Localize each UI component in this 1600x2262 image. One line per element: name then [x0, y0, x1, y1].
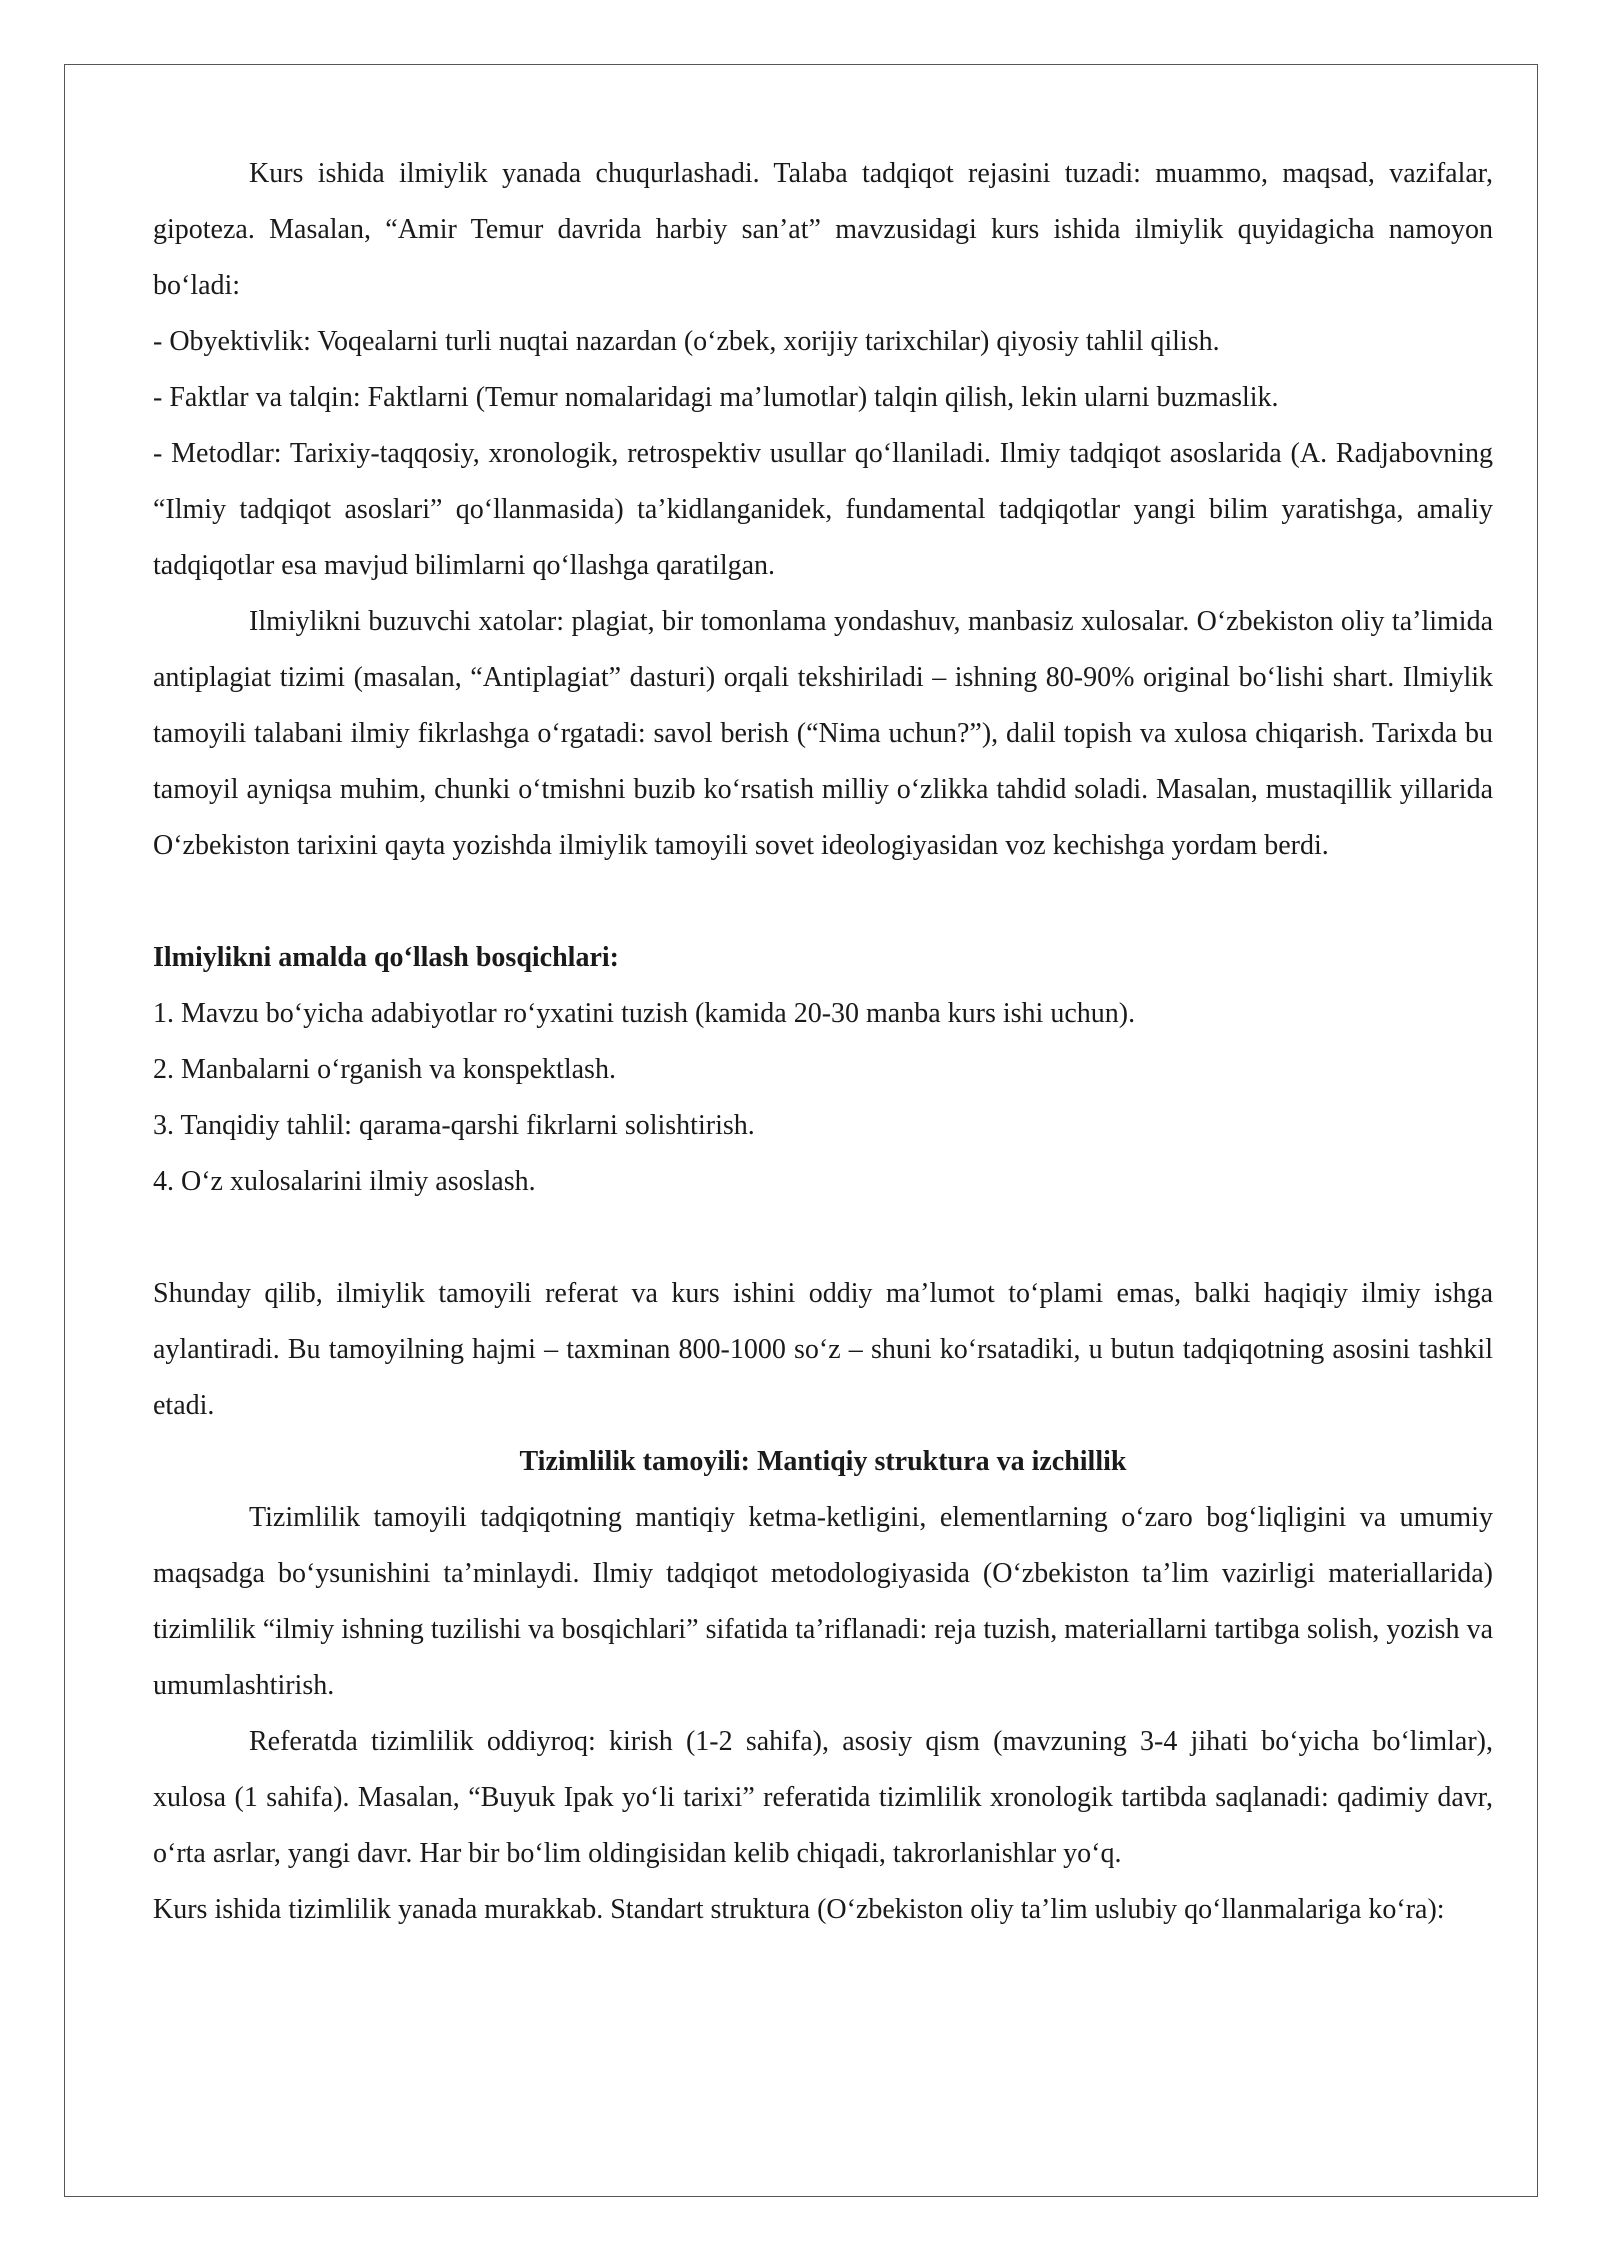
document-body	[153, 146, 1493, 1938]
list-item-objectivity: - Obyektivlik: Voqealarni turli nuqtai nazardan (o‘zbek, xorijiy tarixchilar) qiyosiy tahlil qilish.	[153, 326, 1220, 357]
step-item: 4. O‘z xulosalarini ilmiy asoslash.	[153, 1166, 536, 1197]
spacer	[153, 1210, 1493, 1266]
paragraph-course-structure: Kurs ishida tizimlilik yanada murakkab. Standart struktura (O‘zbekiston oliy ta’lim uslubiy qo‘llanmalariga ko‘ra):	[153, 1894, 1445, 1925]
section-heading: Tizimlilik tamoyili: Mantiqiy struktura va izchillik	[519, 1446, 1127, 1477]
paragraph-referat-structure: Referatda tizimlilik oddiyroq: kirish (1-2 sahifa), asosiy qism (mavzuning 3-4 jihati bo‘yicha bo‘limlar), xulosa (1 sahifa). Masalan, “Buyuk Ipak yo‘li tarixi” referatida tizimlilik xronologik tartibda saqlanadi: qadimiy davr, o‘rta asrlar, yangi davr. Har bir bo‘lim oldingisidan kelib chiqadi, takrorlanishlar yo‘q.	[153, 1726, 1493, 1869]
spacer	[153, 874, 1493, 930]
list-item-facts-interpretation: - Faktlar va talqin: Faktlarni (Temur nomalaridagi ma’lumotlar) talqin qilish, lekin ularni buzmaslik.	[153, 382, 1279, 413]
step-item: 3. Tanqidiy tahlil: qarama-qarshi fikrlarni solishtirish.	[153, 1110, 755, 1141]
steps-heading: Ilmiylikni amalda qo‘llash bosqichlari:	[153, 942, 619, 973]
list-item-methods: - Metodlar: Tarixiy-taqqosiy, xronologik, retrospektiv usullar qo‘llaniladi. Ilmiy tadqiqot asoslarida (A. Radjabovning “Ilmiy tadqiqot asoslari” qo‘llanmasida) ta’kidlanganidek, fundamental tadqiqotlar yangi bilim yaratishga, amaliy tadqiqotlar esa mavjud bilimlarni qo‘llashga qaratilgan.	[153, 438, 1493, 581]
step-item: 2. Manbalarni o‘rganish va konspektlash.	[153, 1054, 616, 1085]
paragraph-course-work-depth: Kurs ishida ilmiylik yanada chuqurlashadi. Talaba tadqiqot rejasini tuzadi: muammo, maqsad, vazifalar, gipoteza. Masalan, “Amir Temur davrida harbiy san’at” mavzusidagi kurs ishida ilmiylik quyidagicha namoyon bo‘ladi:	[153, 158, 1493, 301]
paragraph-systematicity: Tizimlilik tamoyili tadqiqotning mantiqiy ketma-ketligini, elementlarning o‘zaro bog‘liqligini va umumiy maqsadga bo‘ysunishini ta’minlaydi. Ilmiy tadqiqot metodologiyasida (O‘zbekiston ta’lim vazirligi materiallarida) tizimlilik “ilmiy ishning tuzilishi va bosqichlari” sifatida ta’riflanadi: reja tuzish, materiallarni tartibga solish, yozish va umumlashtirish.	[153, 1502, 1493, 1701]
step-item: 1. Mavzu bo‘yicha adabiyotlar ro‘yxatini tuzish (kamida 20-30 manba kurs ishi uchun).	[153, 998, 1136, 1029]
paragraph-errors: Ilmiylikni buzuvchi xatolar: plagiat, bir tomonlama yondashuv, manbasiz xulosalar. O‘zbekiston oliy ta’limida antiplagiat tizimi (masalan, “Antiplagiat” dasturi) orqali tekshiriladi – ishning 80-90% original bo‘lishi shart. Ilmiylik tamoyili talabani ilmiy fikrlashga o‘rgatadi: savol berish (“Nima uchun?”), dalil topish va xulosa chiqarish. Tarixda bu tamoyil ayniqsa muhim, chunki o‘tmishni buzib ko‘rsatish milliy o‘zlikka tahdid soladi. Masalan, mustaqillik yillarida O‘zbekiston tarixini qayta yozishda ilmiylik tamoyili sovet ideologiyasidan voz kechishga yordam berdi.	[153, 606, 1493, 861]
paragraph-conclusion: Shunday qilib, ilmiylik tamoyili referat va kurs ishini oddiy ma’lumot to‘plami emas, balki haqiqiy ilmiy ishga aylantiradi. Bu tamoyilning hajmi – taxminan 800-1000 so‘z – shuni ko‘rsatadiki, u butun tadqiqotning asosini tashkil etadi.	[153, 1278, 1493, 1421]
